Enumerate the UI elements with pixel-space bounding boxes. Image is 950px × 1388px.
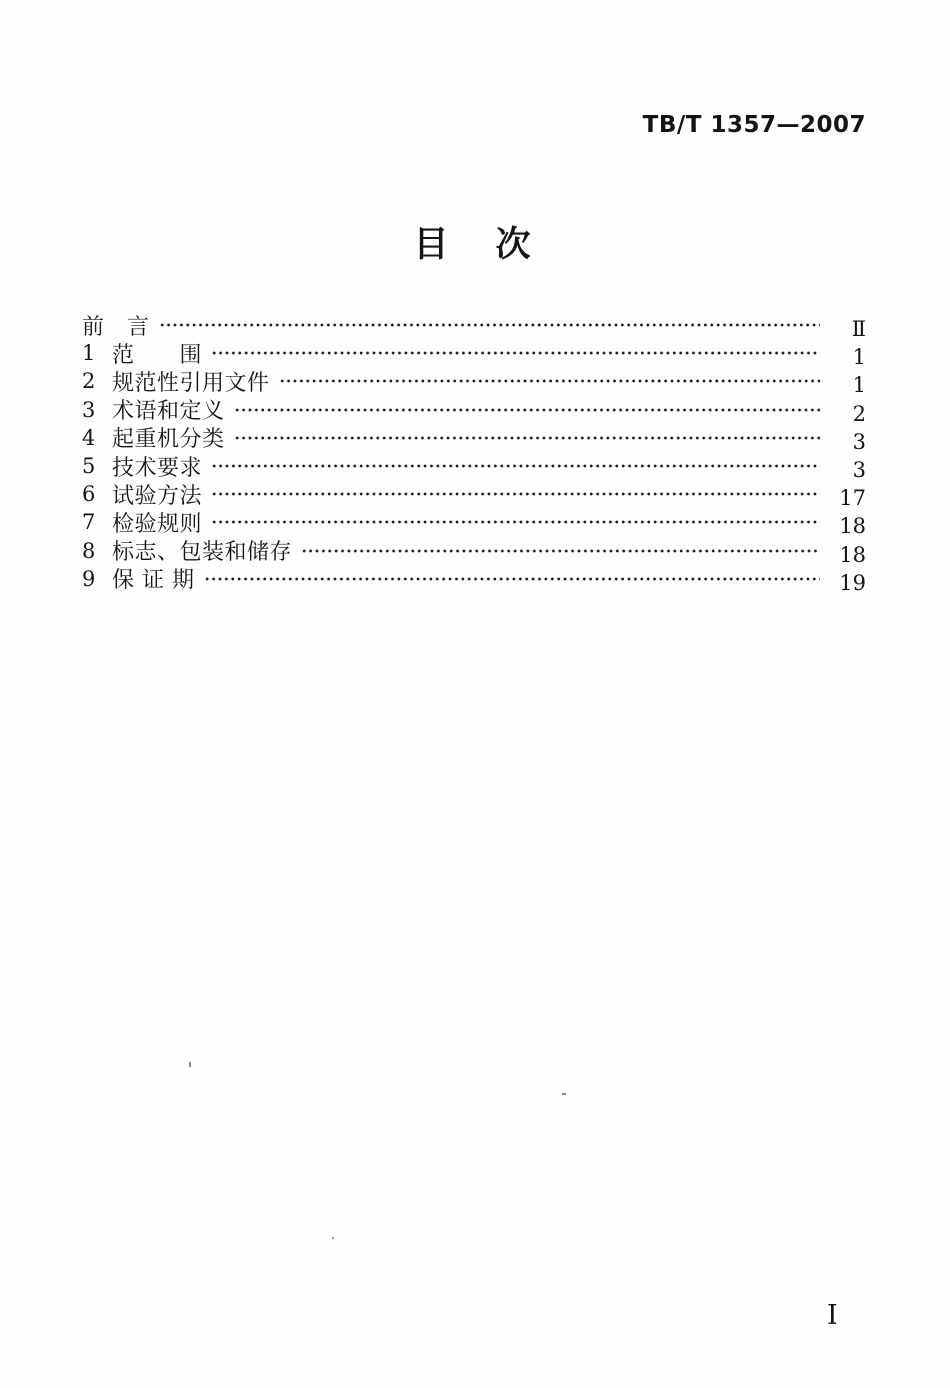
- toc-entry-label: 保 证 期: [112, 568, 195, 594]
- toc-entry-label: 技术要求: [112, 455, 203, 481]
- toc-entry-page: 18: [839, 514, 866, 539]
- dot-leader: [211, 488, 820, 500]
- standard-number: TB/T 1357—2007: [642, 112, 866, 138]
- toc-entry-page: 17: [839, 486, 866, 511]
- scan-speck: [562, 1093, 566, 1095]
- toc-entry-page: 2: [852, 401, 866, 426]
- toc-entry-page: 1: [852, 373, 866, 398]
- toc-entry-page: 1: [852, 345, 866, 370]
- toc-entry-label: 检验规则: [112, 511, 203, 537]
- toc-entry-number: 6: [82, 482, 96, 507]
- toc-entry-label: 试验方法: [112, 483, 203, 509]
- dot-leader: [234, 404, 820, 416]
- toc-entry-label: 术语和定义: [112, 399, 225, 425]
- toc-entry-number: 2: [82, 369, 96, 394]
- dot-leader: [211, 516, 820, 528]
- toc-entry-number: 3: [82, 397, 96, 422]
- toc-entry-number: 9: [82, 566, 96, 591]
- toc-entry-scope: [82, 339, 866, 370]
- page-title: 目 次: [413, 225, 537, 265]
- toc-entry-page: 19: [839, 570, 866, 595]
- toc-entry-page: 18: [839, 542, 866, 567]
- toc-entry-crane-classification: [82, 424, 866, 452]
- toc-entry-number: 4: [82, 425, 96, 450]
- toc-entry-label: 起重机分类: [112, 427, 225, 453]
- dot-leader: [301, 545, 820, 557]
- toc-entry-number: 8: [82, 538, 96, 563]
- toc-entry-page: 3: [852, 429, 866, 454]
- toc-entry-label: 规范性引用文件: [112, 370, 270, 396]
- dot-leader: [204, 573, 821, 585]
- toc-entry-inspection-rules: [82, 508, 866, 539]
- dot-leader: [279, 375, 820, 387]
- scan-speck: [189, 1062, 191, 1067]
- dot-leader: [211, 347, 820, 359]
- toc-entry-label: 标志、包装和储存: [112, 540, 293, 566]
- toc-entry-number: 7: [82, 510, 96, 535]
- toc-entry-label: 范 围: [112, 342, 203, 368]
- toc-entry-warranty-period: [82, 565, 866, 593]
- scan-speck: [332, 1237, 334, 1239]
- toc-entry-page: Ⅱ: [851, 317, 866, 342]
- toc-entry-marking-packaging-storage: [82, 537, 866, 565]
- toc-entry-page: 3: [852, 458, 866, 483]
- toc-entry-foreword: [82, 311, 866, 342]
- toc-entry-number: 5: [82, 454, 96, 479]
- toc-entry-terms-definitions: [82, 396, 866, 424]
- toc-entry-label: 前 言: [82, 314, 150, 340]
- toc-entry-test-methods: [82, 480, 866, 511]
- toc-entry-technical-requirements: [82, 452, 866, 483]
- toc-entry-normative-references: [82, 367, 866, 398]
- folio-page-number: I: [827, 1300, 838, 1331]
- dot-leader: [211, 460, 820, 472]
- toc-entry-number: 1: [82, 341, 96, 366]
- dot-leader: [159, 319, 820, 331]
- dot-leader: [234, 432, 820, 444]
- table-of-contents: [82, 311, 866, 593]
